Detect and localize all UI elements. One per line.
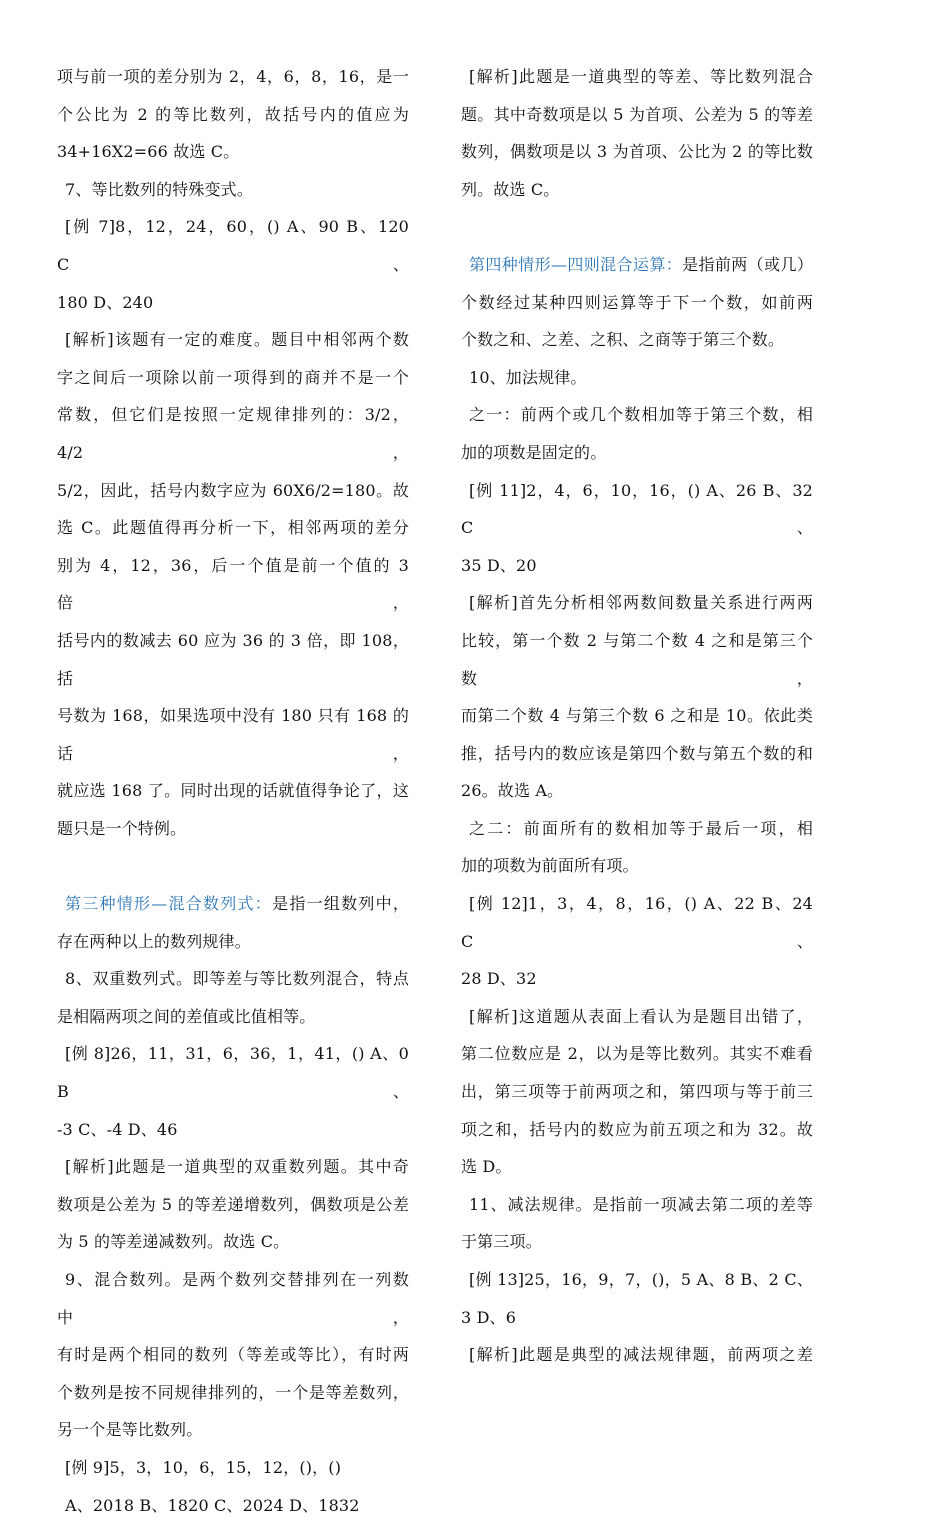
line-text: 于第三项。 bbox=[461, 1232, 542, 1252]
text-line bbox=[57, 810, 409, 848]
line-text: 5/2，因此，括号内数字应为 60X6/2=180。故 bbox=[57, 480, 409, 500]
line-text: 推，括号内的数应该是第四个数与第五个数的和 bbox=[461, 743, 813, 763]
line-text: 题只是一个特例。 bbox=[57, 818, 187, 838]
line-text: [解析]该题有一定的难度。题目中相邻两个数 bbox=[65, 330, 409, 350]
line-text: 个数经过某种四则运算等于下一个数，如前两 bbox=[461, 292, 813, 312]
text-line bbox=[461, 133, 813, 171]
line-text: 个公比为 2 的等比数列，故括号内的值应为 bbox=[57, 104, 409, 124]
line-text: 括号内的数减去 60 应为 36 的 3 倍，即 108，括 bbox=[57, 630, 409, 688]
text-line bbox=[57, 885, 409, 923]
text-line bbox=[57, 622, 409, 697]
text-line bbox=[57, 321, 409, 359]
text-line bbox=[461, 434, 813, 472]
line-text: 26。故选 A。 bbox=[461, 781, 564, 801]
section-heading: 第三种情形—混合数列式： bbox=[65, 894, 273, 914]
line-text: 比较，第一个数 2 与第二个数 4 之和是第三个数， bbox=[461, 630, 813, 688]
line-text: 之二：前面所有的数相加等于最后一项，相 bbox=[469, 818, 813, 838]
text-line bbox=[57, 772, 409, 810]
line-text: [例 8]26，11，31，6，36，1，41，() A、0 B、 bbox=[57, 1044, 409, 1102]
line-text: 35 D、20 bbox=[461, 555, 537, 575]
line-text: [解析]此题是一道典型的等差、等比数列混合 bbox=[469, 67, 813, 86]
line-text: 常数，但它们是按照一定规律排列的：3/2，4/2， bbox=[57, 405, 409, 462]
line-text: 选 D。 bbox=[461, 1157, 512, 1177]
text-line bbox=[461, 1223, 813, 1261]
line-text: 个数列是按不同规律排列的，一个是等差数列， bbox=[57, 1382, 409, 1402]
text-line bbox=[57, 1374, 409, 1412]
line-text: 另一个是等比数列。 bbox=[57, 1420, 203, 1440]
right-column bbox=[461, 58, 813, 1374]
line-text: 是指一组数列中， bbox=[272, 894, 409, 914]
text-line bbox=[57, 547, 409, 622]
line-text: 10、加法规律。 bbox=[469, 367, 587, 387]
text-line bbox=[57, 1186, 409, 1224]
text-line bbox=[57, 923, 409, 961]
line-text: 7、等比数列的特殊变式。 bbox=[65, 179, 253, 199]
text-line bbox=[461, 847, 813, 885]
line-text: 是指前两（或几） bbox=[682, 254, 814, 274]
line-text: 9、混合数列。是两个数列交替排列在一列数中， bbox=[57, 1270, 409, 1327]
line-text: [解析]首先分析相邻两数间数量关系进行两两 bbox=[469, 593, 813, 613]
text-line bbox=[461, 1186, 813, 1224]
line-text: 选 C。此题值得再分析一下，相邻两项的差分 bbox=[57, 518, 409, 538]
text-line bbox=[57, 284, 409, 322]
line-text: -3 C、-4 D、46 bbox=[57, 1119, 178, 1139]
line-text: 3 D、6 bbox=[461, 1307, 517, 1327]
text-line bbox=[57, 1148, 409, 1186]
text-line bbox=[461, 1336, 813, 1374]
text-line bbox=[57, 133, 409, 171]
line-text: 之一：前两个或几个数相加等于第三个数，相 bbox=[469, 405, 813, 425]
text-line bbox=[461, 735, 813, 773]
line-text: 为 5 的等差递减数列。故选 C。 bbox=[57, 1232, 290, 1252]
line-text: 项与前一项的差分别为 2，4，6，8，16，是一 bbox=[57, 67, 409, 86]
text-line bbox=[57, 96, 409, 134]
line-text: 28 D、32 bbox=[461, 969, 537, 989]
text-line bbox=[461, 584, 813, 622]
text-line bbox=[461, 697, 813, 735]
text-line bbox=[461, 1073, 813, 1111]
text-line bbox=[57, 960, 409, 998]
text-line bbox=[461, 547, 813, 585]
text-line bbox=[461, 359, 813, 397]
text-line bbox=[461, 622, 813, 697]
text-line bbox=[461, 960, 813, 998]
line-text: 数列，偶数项是以 3 为首项、公比为 2 的等比数 bbox=[461, 142, 813, 162]
line-text: 就应选 168 了。同时出现的话就值得争论了，这 bbox=[57, 781, 409, 801]
line-text: [解析]此题是典型的减法规律题，前两项之差 bbox=[469, 1345, 813, 1365]
text-line bbox=[461, 58, 813, 96]
line-text: 34+16X2=66 故选 C。 bbox=[57, 142, 240, 162]
text-line bbox=[461, 321, 813, 359]
left-column bbox=[57, 58, 409, 1524]
line-text: 8、双重数列式。即等差与等比数列混合，特点 bbox=[65, 969, 409, 989]
text-line bbox=[57, 171, 409, 209]
text-line bbox=[57, 1487, 409, 1524]
line-text: 加的项数为前面所有项。 bbox=[461, 856, 639, 876]
text-line bbox=[57, 359, 409, 397]
line-text: [例 7]8，12，24，60，() A、90 B、120 C、 bbox=[57, 217, 409, 274]
line-text: [例 12]1，3，4，8，16，() A、22 B、24 C、 bbox=[461, 894, 813, 951]
line-text: 列。故选 C。 bbox=[461, 179, 560, 199]
line-text: A、2018 B、1820 C、2024 D、1832 bbox=[65, 1495, 360, 1515]
text-line bbox=[57, 1223, 409, 1261]
line-text: 号数为 168，如果选项中没有 180 只有 168 的话， bbox=[57, 706, 409, 763]
text-line bbox=[57, 1111, 409, 1149]
text-line bbox=[57, 1035, 409, 1110]
line-text: 加的项数是固定的。 bbox=[461, 442, 607, 462]
line-text: 11、减法规律。是指前一项减去第二项的差等 bbox=[469, 1194, 813, 1214]
text-line bbox=[57, 697, 409, 772]
line-text: [解析]这道题从表面上看认为是题目出错了， bbox=[469, 1006, 813, 1026]
line-text: 字之间后一项除以前一项得到的商并不是一个 bbox=[57, 367, 409, 387]
line-text: 是相隔两项之间的差值或比值相等。 bbox=[57, 1006, 316, 1026]
line-text: 个数之和、之差、之积、之商等于第三个数。 bbox=[461, 330, 785, 350]
text-line bbox=[57, 1411, 409, 1449]
text-line bbox=[57, 208, 409, 283]
text-line bbox=[57, 396, 409, 471]
text-line bbox=[461, 96, 813, 134]
text-line bbox=[461, 885, 813, 960]
line-text: 项之和，括号内的数应为前五项之和为 32。故 bbox=[461, 1119, 813, 1139]
line-text: [例 13]25，16，9，7，()，5 A、8 B、2 C、 bbox=[469, 1270, 813, 1289]
line-text: 题。其中奇数项是以 5 为首项、公差为 5 的等差 bbox=[461, 104, 813, 124]
line-text: 而第二个数 4 与第三个数 6 之和是 10。依此类 bbox=[461, 706, 813, 726]
text-line bbox=[461, 1111, 813, 1149]
text-line bbox=[57, 998, 409, 1036]
text-line bbox=[57, 1449, 409, 1487]
line-text: 数项是公差为 5 的等差递增数列，偶数项是公差 bbox=[57, 1194, 409, 1214]
text-line bbox=[461, 171, 813, 209]
text-line bbox=[461, 1035, 813, 1073]
line-text: [例 9]5，3，10，6，15，12，()，() bbox=[65, 1457, 342, 1477]
text-line bbox=[461, 810, 813, 848]
text-line bbox=[57, 472, 409, 510]
text-line bbox=[461, 998, 813, 1036]
text-line bbox=[57, 509, 409, 547]
line-text: 出，第三项等于前两项之和，第四项与等于前三 bbox=[461, 1082, 813, 1102]
text-line bbox=[461, 1299, 813, 1337]
text-line bbox=[461, 284, 813, 322]
text-line bbox=[461, 246, 813, 284]
line-text: 180 D、240 bbox=[57, 292, 154, 312]
line-text: [解析]此题是一道典型的双重数列题。其中奇 bbox=[65, 1157, 409, 1177]
text-line bbox=[57, 1261, 409, 1336]
section-heading: 第四种情形—四则混合运算： bbox=[469, 254, 683, 274]
text-line bbox=[461, 1148, 813, 1186]
text-line bbox=[57, 1336, 409, 1374]
line-text: 存在两种以上的数列规律。 bbox=[57, 931, 251, 951]
text-line bbox=[461, 396, 813, 434]
text-line bbox=[461, 472, 813, 547]
line-text: 有时是两个相同的数列（等差或等比），有时两 bbox=[57, 1345, 409, 1365]
text-line bbox=[461, 1261, 813, 1299]
line-text: 第二位数应是 2，以为是等比数列。其实不难看 bbox=[461, 1044, 813, 1064]
line-text: [例 11]2，4，6，10，16，() A、26 B、32 C、 bbox=[461, 480, 813, 538]
text-line bbox=[461, 772, 813, 810]
line-text: 别为 4，12，36，后一个值是前一个值的 3 倍， bbox=[57, 555, 409, 613]
text-line bbox=[57, 58, 409, 96]
